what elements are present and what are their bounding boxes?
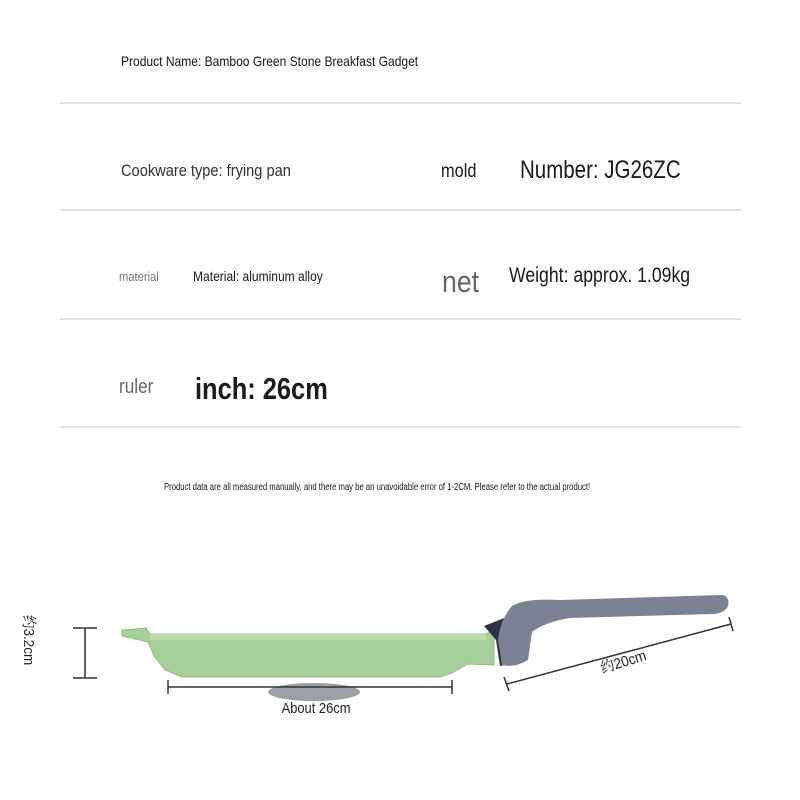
- frying-pan-illustration: [0, 560, 800, 750]
- divider: [60, 209, 741, 211]
- weight-value: Weight: approx. 1.09kg: [509, 264, 691, 287]
- pan-shadow: [268, 683, 360, 701]
- width-dimension-label: About 26cm: [281, 700, 351, 717]
- divider: [60, 318, 741, 320]
- size-value: inch: 26cm: [195, 371, 328, 406]
- mold-label: mold: [441, 161, 477, 182]
- handle-dimension-label: 约20cm: [598, 647, 649, 678]
- height-dimension-label: 约3.2cm: [20, 615, 37, 666]
- product-name: Product Name: Bamboo Green Stone Breakfast Gadget: [121, 53, 419, 69]
- cookware-type: Cookware type: frying pan: [121, 161, 291, 180]
- divider: [60, 102, 741, 104]
- material-small-label: material: [119, 269, 159, 284]
- ruler-label: ruler: [119, 376, 154, 398]
- pan-rim: [150, 634, 486, 640]
- divider: [60, 426, 741, 428]
- disclaimer-note: Product data are all measured manually, and there may be an unavoidable error of 1-2CM. Please refer to the actual product!: [164, 482, 591, 493]
- material-value: Material: aluminum alloy: [193, 268, 323, 284]
- net-label: net: [442, 264, 480, 299]
- model-number: Number: JG26ZC: [520, 156, 681, 184]
